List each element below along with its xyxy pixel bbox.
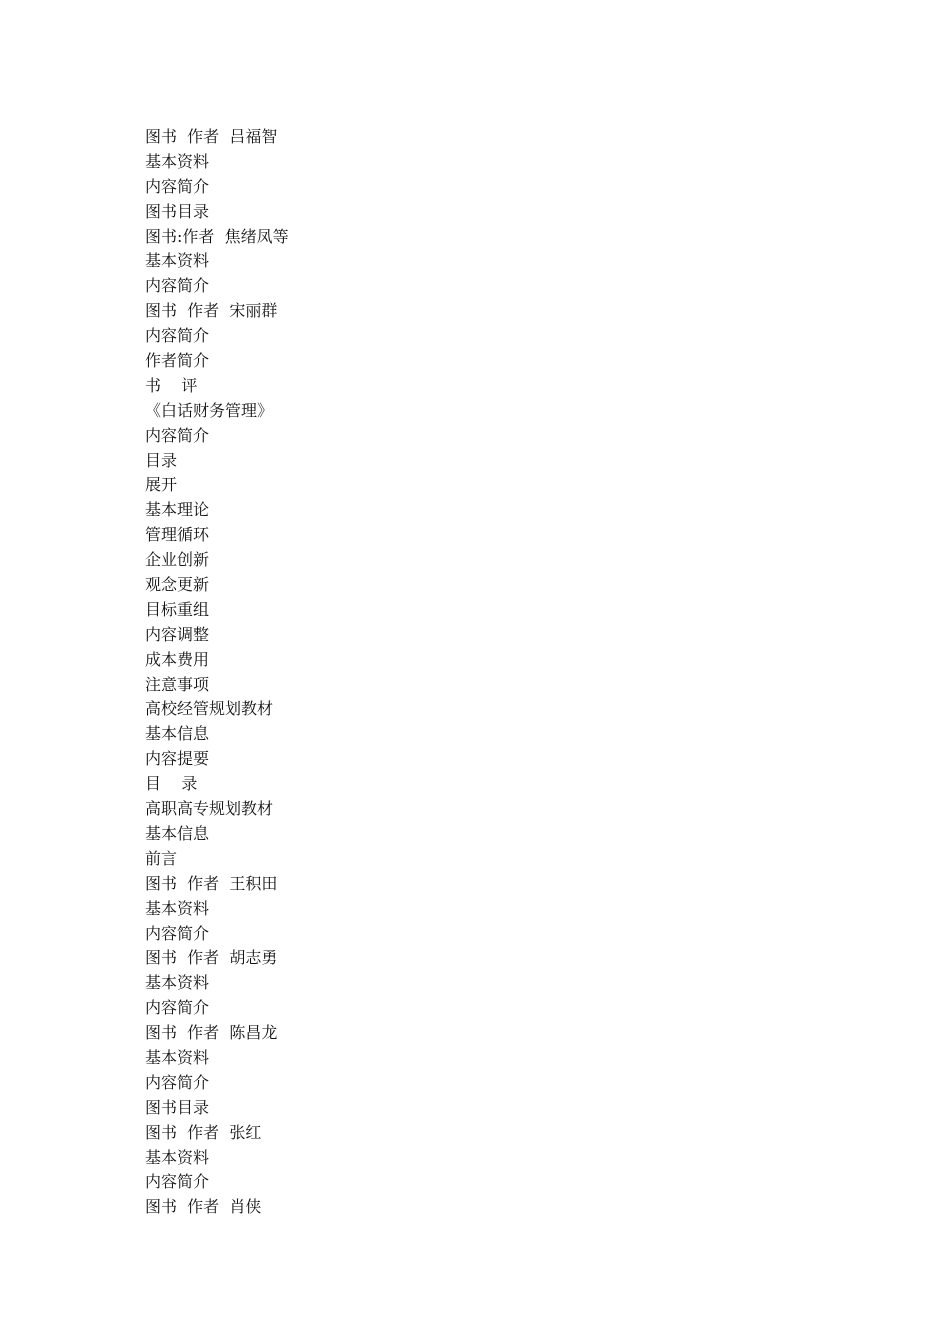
text-line: 图书 作者 肖侠 xyxy=(145,1197,262,1217)
text-line: 注意事项 xyxy=(145,674,210,694)
text-line: 高校经管规划教材 xyxy=(145,699,274,719)
text-line: 基本资料 xyxy=(145,251,210,271)
text-line: 管理循环 xyxy=(145,525,210,545)
text-line: 图书:作者 焦绪凤等 xyxy=(145,226,289,246)
text-line: 高职高专规划教材 xyxy=(145,799,274,819)
text-line: 基本信息 xyxy=(145,724,210,744)
text-line: 基本资料 xyxy=(145,1147,210,1167)
text-line: 成本费用 xyxy=(145,649,210,669)
text-line: 基本信息 xyxy=(145,823,210,843)
text-line: 图书 作者 胡志勇 xyxy=(145,948,278,968)
text-line: 基本理论 xyxy=(145,500,210,520)
text-line: 图书 作者 宋丽群 xyxy=(145,301,278,321)
text-line: 书 评 xyxy=(145,375,198,395)
text-line: 内容提要 xyxy=(145,749,210,769)
text-line: 内容调整 xyxy=(145,624,210,644)
text-line: 基本资料 xyxy=(145,1047,210,1067)
text-line: 《白话财务管理》 xyxy=(145,400,274,420)
text-line: 图书目录 xyxy=(145,201,210,221)
text-line: 目 录 xyxy=(145,774,198,794)
text-line: 图书 作者 王积田 xyxy=(145,873,278,893)
text-line: 内容简介 xyxy=(145,1172,210,1192)
text-line: 基本资料 xyxy=(145,151,210,171)
text-line: 内容简介 xyxy=(145,425,210,445)
text-line: 内容简介 xyxy=(145,176,210,196)
text-line: 目标重组 xyxy=(145,599,210,619)
text-line: 图书 作者 张红 xyxy=(145,1122,262,1142)
text-line: 内容简介 xyxy=(145,276,210,296)
text-line: 内容简介 xyxy=(145,1072,210,1092)
text-line: 内容简介 xyxy=(145,326,210,346)
text-line: 企业创新 xyxy=(145,550,210,570)
text-line: 内容简介 xyxy=(145,998,210,1018)
text-line: 图书 作者 陈昌龙 xyxy=(145,1023,278,1043)
text-line: 作者简介 xyxy=(145,351,210,371)
text-line: 内容简介 xyxy=(145,923,210,943)
text-line-list xyxy=(145,125,289,1220)
text-line: 图书 作者 吕福智 xyxy=(145,127,278,146)
text-line: 基本资料 xyxy=(145,973,210,993)
text-line: 图书目录 xyxy=(145,1097,210,1117)
text-line: 展开 xyxy=(145,475,178,495)
text-line: 前言 xyxy=(145,848,178,868)
text-line: 基本资料 xyxy=(145,898,210,918)
text-line: 目录 xyxy=(145,450,178,470)
text-line: 观念更新 xyxy=(145,575,210,595)
